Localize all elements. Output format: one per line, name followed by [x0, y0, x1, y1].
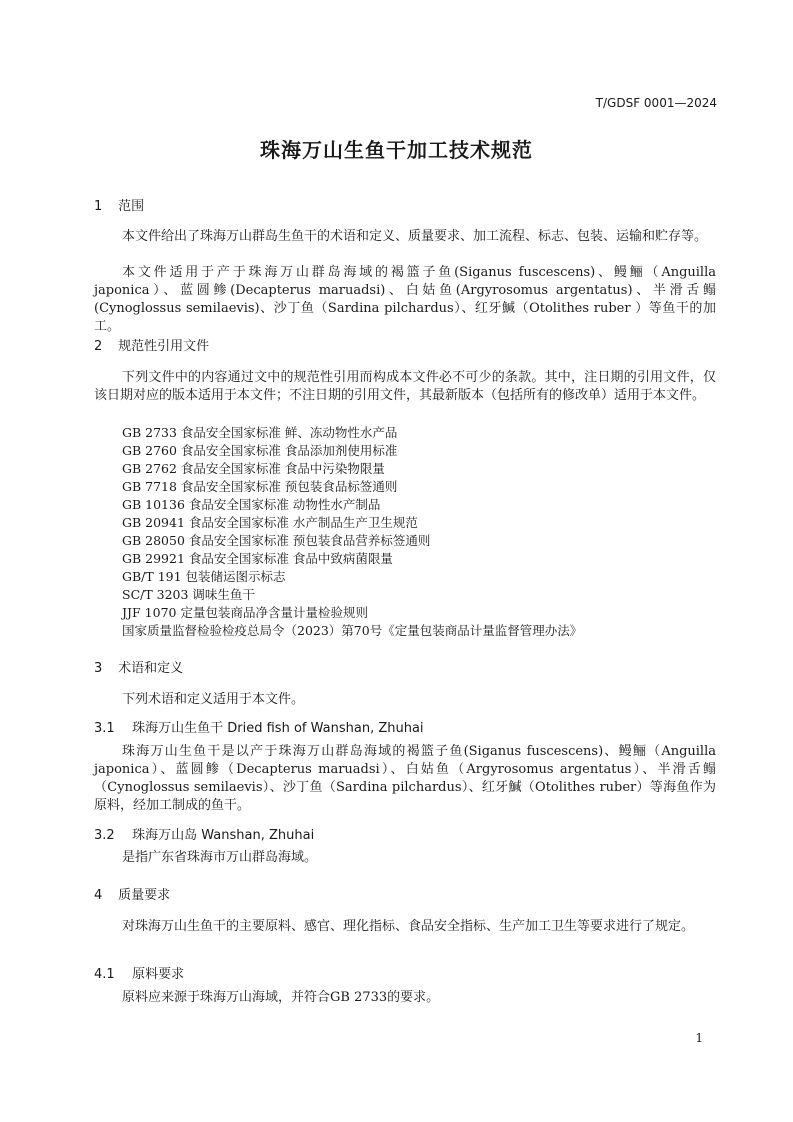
quality-intro: 对珠海万山生鱼干的主要原料、感官、理化指标、食品安全指标、生产加工卫生等要求进行了规定。 — [122, 919, 695, 934]
subsection-3-2-heading — [94, 824, 314, 843]
reference-item: GB 2760 食品安全国家标准 食品添加剂使用标准 — [122, 443, 398, 458]
document-number: T/GDSF 0001—2024 — [595, 96, 717, 110]
scope-paragraph-2: 本文件适用于产于珠海万山群岛海域的褐篮子鱼(Siganus fuscescens)、鳗鲡（Anguilla japonica）、蓝圆鲹(Decapterus maruadsi)、白姑鱼(Argyrosomus argentatus)、半滑舌鳎(Cynoglossus semilaevis)、沙丁鱼（Sardina pilchardus）、红牙鰔（Otolithes ruber ）等鱼干的加工。 — [94, 265, 716, 334]
references-intro: 下列文件中的内容通过文中的规范性引用而构成本文件必不可少的条款。其中，注日期的引用文件，仅该日期对应的版本适用于本文件；不注日期的引用文件，其最新版本（包括所有的修改单）适用于本文件。 — [94, 370, 716, 403]
section-number: 4 — [94, 888, 103, 903]
section-title: 质量要求 — [118, 888, 171, 903]
reference-item: GB 2733 食品安全国家标准 鲜、冻动物性水产品 — [122, 425, 398, 440]
raw-material-requirement: 原料应来源于珠海万山海域，并符合GB 2733的要求。 — [122, 990, 440, 1005]
section-title: 范围 — [118, 199, 145, 214]
section-number: 3 — [94, 661, 103, 676]
document-title: 珠海万山生鱼干加工技术规范 — [260, 138, 533, 162]
reference-item: GB 28050 食品安全国家标准 预包装食品营养标签通则 — [122, 533, 431, 548]
subsection-number: 3.1 — [94, 721, 115, 736]
reference-item: GB 10136 食品安全国家标准 动物性水产制品 — [122, 497, 381, 512]
subsection-number: 4.1 — [94, 967, 115, 982]
subsection-title: 珠海万山生鱼干 Dried fish of Wanshan, Zhuhai — [132, 721, 424, 736]
section-1-heading — [94, 195, 144, 214]
reference-item: GB/T 191 包装储运图示标志 — [122, 569, 286, 584]
reference-item: JJF 1070 定量包装商品净含量计量检验规则 — [122, 605, 368, 620]
subsection-title: 珠海万山岛 Wanshan, Zhuhai — [132, 828, 315, 843]
reference-item: SC/T 3203 调味生鱼干 — [122, 587, 255, 602]
term-3-2-definition: 是指广东省珠海市万山群岛海域。 — [122, 850, 318, 865]
section-title: 术语和定义 — [118, 661, 184, 676]
section-title: 规范性引用文件 — [118, 339, 210, 354]
page-number: 1 — [695, 1031, 703, 1045]
term-3-1-definition: 珠海万山生鱼干是以产于珠海万山群岛海域的褐篮子鱼(Siganus fuscescens)、鳗鲡（Anguilla japonica）、蓝圆鲹（Decapterus maruadsi）、白姑鱼（Argyrosomus argentatus）、半滑舌鳎（Cynoglossus semilaevis）、沙丁鱼（Sardina pilchardus）、红牙鰔（Otolithes ruber）等海鱼作为原料，经加工制成的鱼干。 — [94, 744, 716, 813]
subsection-title: 原料要求 — [132, 967, 185, 982]
subsection-number: 3.2 — [94, 828, 115, 843]
section-3-heading — [94, 657, 183, 676]
section-4-heading — [94, 884, 170, 903]
scope-paragraph-1: 本文件给出了珠海万山群岛生鱼干的术语和定义、质量要求、加工流程、标志、包装、运输和贮存等。 — [122, 229, 708, 244]
section-number: 1 — [94, 199, 103, 214]
reference-item: GB 29921 食品安全国家标准 食品中致病菌限量 — [122, 551, 393, 566]
terms-intro: 下列术语和定义适用于本文件。 — [122, 692, 305, 707]
reference-item: 国家质量监督检验检疫总局令（2023）第70号《定量包装商品计量监督管理办法》 — [122, 623, 583, 638]
section-2-heading — [94, 335, 209, 354]
subsection-4-1-heading — [94, 963, 184, 982]
reference-item: GB 7718 食品安全国家标准 预包装食品标签通则 — [122, 479, 398, 494]
reference-item: GB 20941 食品安全国家标准 水产制品生产卫生规范 — [122, 515, 418, 530]
section-number: 2 — [94, 339, 103, 354]
subsection-3-1-heading — [94, 717, 424, 736]
reference-item: GB 2762 食品安全国家标准 食品中污染物限量 — [122, 461, 385, 476]
